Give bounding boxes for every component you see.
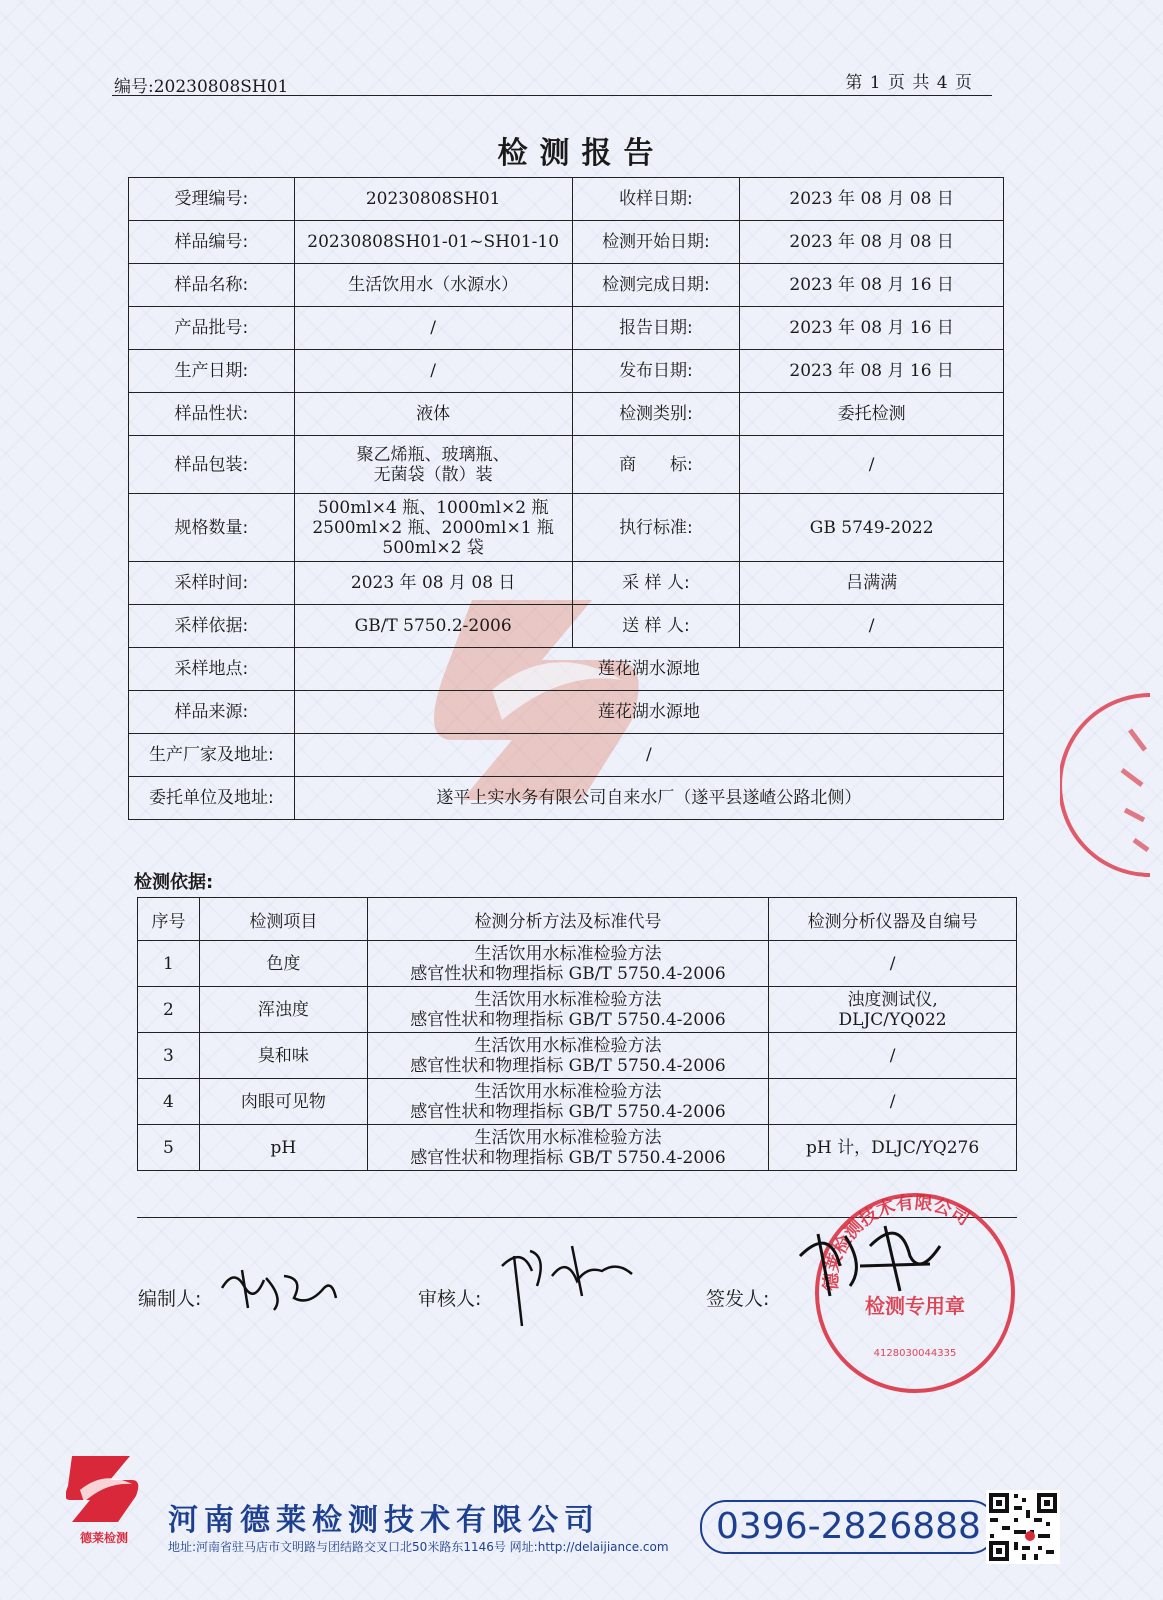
info-label: 受理编号: (129, 178, 295, 221)
test-item: 肉眼可见物 (199, 1079, 367, 1125)
test-method (367, 987, 768, 1033)
info-label: 采 样 人: (572, 562, 740, 605)
table-row (138, 1079, 1017, 1125)
test-item: pH (199, 1125, 367, 1171)
info-value: 2023 年 08 月 16 日 (740, 307, 1004, 350)
company-address: 地址:河南省驻马店市文明路与团结路交叉口北50米路东1146号 网址:http://delaijiance.com (168, 1540, 669, 1554)
info-value (294, 436, 572, 494)
test-method-line: 生活饮用水标准检验方法 (474, 989, 662, 1010)
table-row (129, 562, 1004, 605)
partial-seal-edge (1060, 690, 1150, 880)
test-method-line: 生活饮用水标准检验方法 (474, 1081, 662, 1102)
info-value: 莲花湖水源地 (294, 648, 1003, 691)
info-value: / (294, 734, 1003, 777)
test-method-line: 感官性状和物理指标 GB/T 5750.4-2006 (410, 1009, 726, 1030)
column-header: 序号 (138, 898, 200, 941)
table-row (138, 1125, 1017, 1171)
test-instrument (769, 941, 1017, 987)
info-label: 生产厂家及地址: (129, 734, 295, 777)
test-instrument-line: / (889, 1091, 896, 1112)
info-label: 发布日期: (572, 350, 740, 393)
table-header-row (138, 898, 1017, 941)
table-row (129, 436, 1004, 494)
info-label: 采样时间: (129, 562, 295, 605)
info-value: 2023 年 08 月 08 日 (740, 178, 1004, 221)
info-label: 检测完成日期: (572, 264, 740, 307)
info-value: 吕满满 (740, 562, 1004, 605)
info-label: 样品编号: (129, 221, 295, 264)
info-label: 检测类别: (572, 393, 740, 436)
svg-text:检测专用章: 检测专用章 (865, 1294, 965, 1318)
info-value: 20230808SH01 (294, 178, 572, 221)
table-row (129, 264, 1004, 307)
info-label: 生产日期: (129, 350, 295, 393)
test-item: 浑浊度 (199, 987, 367, 1033)
test-method (367, 1125, 768, 1171)
info-value-line: 2500ml×2 瓶、2000ml×1 瓶 (312, 517, 554, 538)
test-method (367, 941, 768, 987)
info-value: GB/T 5750.2-2006 (294, 605, 572, 648)
table-row (138, 941, 1017, 987)
column-header: 检测项目 (199, 898, 367, 941)
table-row (129, 307, 1004, 350)
row-number: 2 (138, 987, 200, 1033)
info-label: 采样地点: (129, 648, 295, 691)
info-label: 委托单位及地址: (129, 777, 295, 820)
company-phone: 0396-2826888 (700, 1500, 997, 1554)
column-header: 检测分析仪器及自编号 (769, 898, 1017, 941)
test-method-line: 生活饮用水标准检验方法 (474, 1035, 662, 1056)
info-value: 生活饮用水（水源水） (294, 264, 572, 307)
table-row (129, 494, 1004, 562)
info-value: / (294, 307, 572, 350)
qr-code-icon (986, 1490, 1060, 1564)
info-label: 样品性状: (129, 393, 295, 436)
info-label: 产品批号: (129, 307, 295, 350)
info-value: 委托检测 (740, 393, 1004, 436)
sample-info-table (128, 177, 1004, 820)
test-method-line: 感官性状和物理指标 GB/T 5750.4-2006 (410, 1055, 726, 1076)
reviewer-label: 审核人: (418, 1288, 482, 1310)
test-item: 色度 (199, 941, 367, 987)
table-row (129, 393, 1004, 436)
test-instrument-line: / (889, 953, 896, 974)
report-number: 编号:20230808SH01 (114, 77, 289, 97)
table-row (129, 691, 1004, 734)
test-instrument-line: pH 计，DLJC/YQ276 (806, 1137, 980, 1158)
info-label: 检测开始日期: (572, 221, 740, 264)
info-label: 样品来源: (129, 691, 295, 734)
info-value: 遂平上实水务有限公司自来水厂（遂平县遂嵖公路北侧） (294, 777, 1003, 820)
info-value: 液体 (294, 393, 572, 436)
info-value: 莲花湖水源地 (294, 691, 1003, 734)
svg-text:德莱检测技术有限公司: 德莱检测技术有限公司 (820, 1192, 974, 1292)
info-value: / (740, 605, 1004, 648)
row-number: 1 (138, 941, 200, 987)
info-label: 报告日期: (572, 307, 740, 350)
report-title: 检测报告 (497, 136, 666, 171)
info-label: 收样日期: (572, 178, 740, 221)
info-value: GB 5749-2022 (740, 494, 1004, 562)
info-value: 2023 年 08 月 16 日 (740, 264, 1004, 307)
info-value-line: 500ml×4 瓶、1000ml×2 瓶 (317, 497, 549, 518)
info-value-line: 无菌袋（散）装 (373, 464, 493, 485)
method-section-label: 检测依据: (134, 872, 214, 893)
info-value: 2023 年 08 月 08 日 (294, 562, 572, 605)
test-method (367, 1079, 768, 1125)
reviewer-signature (492, 1226, 642, 1336)
column-header: 检测分析方法及标准代号 (367, 898, 768, 941)
test-instrument (769, 1079, 1017, 1125)
row-number: 4 (138, 1079, 200, 1125)
info-label: 执行标准: (572, 494, 740, 562)
row-number: 5 (138, 1125, 200, 1171)
table-row (129, 350, 1004, 393)
info-label: 采样依据: (129, 605, 295, 648)
info-value-line: 聚乙烯瓶、玻璃瓶、 (356, 444, 510, 465)
test-method-line: 感官性状和物理指标 GB/T 5750.4-2006 (410, 1147, 726, 1168)
compiler-signature (214, 1258, 344, 1318)
info-value: 2023 年 08 月 16 日 (740, 350, 1004, 393)
info-label: 商 标: (572, 436, 740, 494)
table-row (138, 1033, 1017, 1079)
info-value-line: 500ml×2 袋 (382, 537, 484, 558)
compiler-label: 编制人: (138, 1288, 202, 1310)
info-value: 20230808SH01-01~SH01-10 (294, 221, 572, 264)
company-logo (66, 1452, 142, 1548)
info-value (294, 494, 572, 562)
test-instrument-line: / (889, 1045, 896, 1066)
table-row (138, 987, 1017, 1033)
issuer-signature (790, 1206, 950, 1306)
test-method-line: 感官性状和物理指标 GB/T 5750.4-2006 (410, 1101, 726, 1122)
table-row (129, 605, 1004, 648)
page-indicator: 第 1 页 共 4 页 (845, 73, 973, 93)
test-method (367, 1033, 768, 1079)
row-number: 3 (138, 1033, 200, 1079)
test-method-line: 生活饮用水标准检验方法 (474, 1127, 662, 1148)
company-name: 河南德莱检测技术有限公司 (168, 1503, 600, 1538)
table-row (129, 734, 1004, 777)
test-instrument (769, 1033, 1017, 1079)
test-method-line: 生活饮用水标准检验方法 (474, 943, 662, 964)
table-row (129, 178, 1004, 221)
info-value: / (740, 436, 1004, 494)
test-instrument-line: DLJC/YQ022 (838, 1009, 947, 1030)
header-divider (112, 95, 992, 96)
table-row (129, 648, 1004, 691)
info-value: 2023 年 08 月 08 日 (740, 221, 1004, 264)
table-row (129, 221, 1004, 264)
test-instrument (769, 987, 1017, 1033)
test-method-line: 感官性状和物理指标 GB/T 5750.4-2006 (410, 963, 726, 984)
info-label: 样品包装: (129, 436, 295, 494)
info-label: 样品名称: (129, 264, 295, 307)
info-label: 送 样 人: (572, 605, 740, 648)
issuer-label: 签发人: (706, 1288, 770, 1310)
info-label: 规格数量: (129, 494, 295, 562)
test-instrument (769, 1125, 1017, 1171)
svg-text:德莱检测: 德莱检测 (79, 1531, 129, 1545)
method-table (137, 897, 1017, 1171)
svg-text:4128030044335: 4128030044335 (873, 1348, 957, 1359)
table-row (129, 777, 1004, 820)
info-value: / (294, 350, 572, 393)
test-instrument-line: 浊度测试仪, (847, 989, 938, 1010)
test-item: 臭和味 (199, 1033, 367, 1079)
